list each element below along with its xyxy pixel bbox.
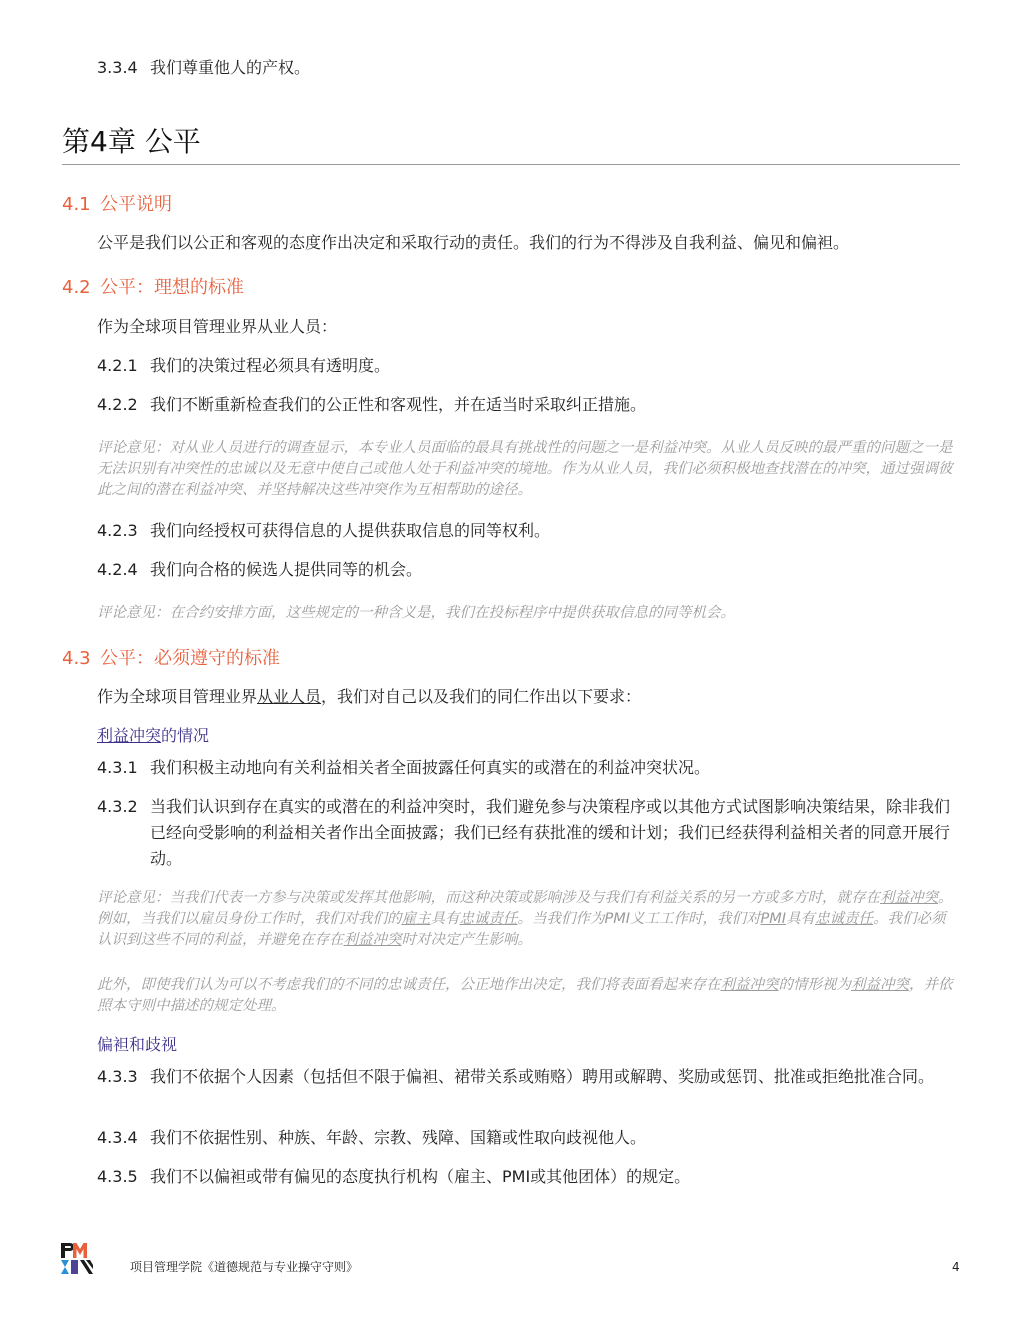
commentary-text: ，并依照本守则中描述的规定处理。 <box>97 977 953 1014</box>
item-text: 我们向经授权可获得信息的人提供获取信息的同等权利。 <box>150 521 551 540</box>
item-text: 我们尊重他人的产权。 <box>150 58 311 77</box>
commentary-text: 具有 <box>430 911 460 927</box>
pmi-logo-icon <box>60 1242 94 1276</box>
glossary-link-conflict-of-interest[interactable]: 利益冲突 <box>720 977 779 993</box>
glossary-link-duty-of-loyalty[interactable]: 忠诚责任 <box>815 911 874 927</box>
item-number: 4.2.2 <box>97 395 138 414</box>
glossary-link-conflict-of-interest[interactable]: 利益冲突 <box>343 932 402 948</box>
chapter-divider <box>62 164 960 165</box>
item-number: 4.3.5 <box>97 1167 138 1186</box>
item-text: 我们不依据个人因素（包括但不限于偏袒、裙带关系或贿赂）聘用或解聘、奖励或惩罚、批准或拒绝批准合同。 <box>150 1067 935 1086</box>
section-title: 公平：理想的标准 <box>100 277 244 298</box>
section-heading-4-3 <box>62 646 280 672</box>
section-heading-4-2 <box>62 275 244 301</box>
glossary-link-duty-of-loyalty[interactable]: 忠诚责任 <box>459 911 518 927</box>
intro-text: ，我们对自己以及我们的同仁作出以下要求： <box>321 687 642 706</box>
commentary: 评论意见：对从业人员进行的调查显示，本专业人员面临的最具有挑战性的问题之一是利益冲突。从业人员反映的最严重的问题之一是无法识别有冲突性的忠诚以及无意中使自己或他人处于利益冲突的境地。作为从业人员，我们必须积极地查找潜在的冲突，通过强调彼此之间的潜在利益冲突、并坚持解决这些冲突作为互相帮助的途径。 <box>97 440 953 498</box>
glossary-link-pmi[interactable]: PMI <box>760 911 787 927</box>
footer-title: 项目管理学院《道德规范与专业操守守则》 <box>130 1260 359 1274</box>
commentary: 评论意见：在合约安排方面，这些规定的一种含义是，我们在投标程序中提供获取信息的同等机会。 <box>97 605 735 621</box>
glossary-link-practitioner[interactable]: 从业人员 <box>257 687 322 706</box>
commentary-text: 时对决定产生影响。 <box>401 932 532 948</box>
section-body: 公平是我们以公正和客观的态度作出决定和采取行动的责任。我们的行为不得涉及自我利益、偏见和偏袒。 <box>97 233 850 252</box>
commentary-text: 此外，即使我们认为可以不考虑我们的不同的忠诚责任，公正地作出决定，我们将表面看起来存在 <box>97 977 721 993</box>
section-title: 公平说明 <box>100 194 172 215</box>
commentary <box>97 975 959 1017</box>
subheading-text: 的情况 <box>161 726 210 745</box>
item-text: 我们积极主动地向有关利益相关者全面披露任何真实的或潜在的利益冲突状况。 <box>150 758 711 777</box>
item-text: 我们向合格的候选人提供同等的机会。 <box>150 560 423 579</box>
section-number: 4.1 <box>62 194 91 215</box>
section-number: 4.3 <box>62 648 91 669</box>
chapter-title: 第4章 公平 <box>62 125 201 158</box>
item-number: 4.2.1 <box>97 356 138 375</box>
item-text: 我们的决策过程必须具有透明度。 <box>150 356 391 375</box>
commentary-text: 。当我们作为PMI义工工作时，我们对 <box>517 911 761 927</box>
item-number: 4.3.3 <box>97 1067 138 1086</box>
glossary-link-conflict-of-interest[interactable]: 利益冲突 <box>97 726 162 745</box>
item-number: 4.2.3 <box>97 521 138 540</box>
glossary-link-employer[interactable]: 雇主 <box>401 911 431 927</box>
section-number: 4.2 <box>62 277 91 298</box>
item-text: 我们不断重新检查我们的公正性和客观性，并在适当时采取纠正措施。 <box>150 395 647 414</box>
intro-text: 作为全球项目管理业界 <box>97 687 258 706</box>
subheading-favoritism: 偏袒和歧视 <box>97 1035 178 1054</box>
section-intro: 作为全球项目管理业界从业人员： <box>97 317 338 336</box>
commentary-text: 的情形视为 <box>778 977 851 993</box>
page-number: 4 <box>952 1260 960 1274</box>
glossary-link-conflict-of-interest[interactable]: 利益冲突 <box>880 890 938 906</box>
item-number: 4.2.4 <box>97 560 138 579</box>
section-intro <box>97 684 641 710</box>
section-title: 公平：必须遵守的标准 <box>100 648 280 669</box>
item-number: 3.3.4 <box>97 58 138 77</box>
item-text: 我们不以偏袒或带有偏见的态度执行机构（雇主、PMI或其他团体）的规定。 <box>150 1167 691 1186</box>
subheading-conflict-of-interest <box>97 724 209 748</box>
section-heading-4-1 <box>62 192 172 218</box>
item-text: 当我们认识到存在真实的或潜在的利益冲突时，我们避免参与决策程序或以其他方式试图影响决策结果，除非我们已经向受影响的利益相关者作出全面披露；我们已经有获批准的缓和计划；我们已经获得利益相关者的同意开展行动。 <box>150 797 951 868</box>
commentary-text: 。例如，当我们以雇员身份工作时，我们对我们的 <box>97 890 953 927</box>
item-number: 4.3.4 <box>97 1128 138 1147</box>
item-text: 我们不依据性别、种族、年龄、宗教、残障、国籍或性取向歧视他人。 <box>150 1128 647 1147</box>
item-number: 4.3.2 <box>97 797 138 816</box>
item-number: 4.3.1 <box>97 758 138 777</box>
commentary <box>97 888 959 951</box>
commentary-text: 。我们必须认识到这些不同的利益，并避免在存在 <box>97 911 946 948</box>
glossary-link-conflict-of-interest[interactable]: 利益冲突 <box>851 977 909 993</box>
commentary-text: 评论意见：当我们代表一方参与决策或发挥其他影响，而这种决策或影响涉及与我们有利益关系的另一方或多方时，就存在 <box>97 890 880 906</box>
commentary-text: 具有 <box>786 911 816 927</box>
